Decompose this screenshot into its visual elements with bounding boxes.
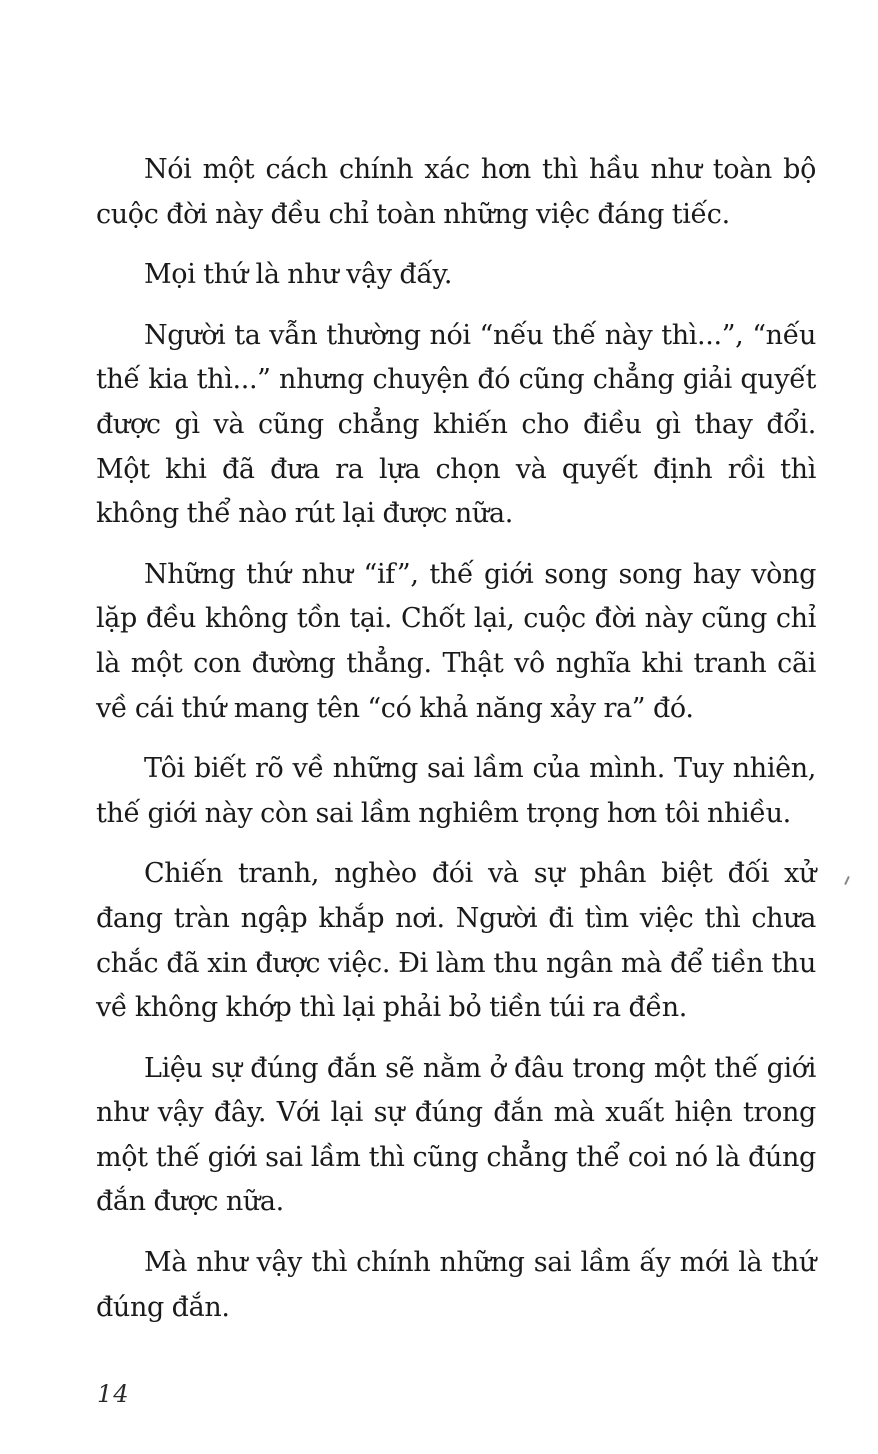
- paragraph-8: Mà như vậy thì chính những sai lầm ấy mới là thứ đúng đắn.: [96, 1247, 816, 1323]
- paragraph-4: Những thứ như “if”, thế giới song song hay vòng lặp đều không tồn tại. Chốt lại, cuộc đời này cũng chỉ là một con đường thẳng. Thật vô nghĩa khi tranh cãi về cái thứ mang tên “có khả năng xảy ra” đó.: [96, 558, 816, 724]
- page-number: 14: [97, 1380, 130, 1408]
- paragraph-5: Tôi biết rõ về những sai lầm của mình. Tuy nhiên, thế giới này còn sai lầm nghiêm trọng hơn tôi nhiều.: [96, 753, 816, 829]
- page-body: [96, 148, 816, 1346]
- paragraph-6: Chiến tranh, nghèo đói và sự phân biệt đối xử đang tràn ngập khắp nơi. Người đi tìm việc thì chưa chắc đã xin được việc. Đi làm thu ngân mà để tiền thu về không khớp thì lại phải bỏ tiền túi ra đền.: [96, 858, 816, 1024]
- paragraph-2: Mọi thứ là như vậy đấy.: [144, 259, 453, 291]
- paragraph-7: Liệu sự đúng đắn sẽ nằm ở đâu trong một thế giới như vậy đây. Với lại sự đúng đắn mà xuất hiện trong một thế giới sai lầm thì cũng chẳng thể coi nó là đúng đắn được nữa.: [96, 1052, 816, 1218]
- paragraph-1: Nói một cách chính xác hơn thì hầu như toàn bộ cuộc đời này đều chỉ toàn những việc đáng tiếc.: [96, 154, 816, 230]
- print-speck: [844, 876, 850, 885]
- paragraph-3: Người ta vẫn thường nói “nếu thế này thì...”, “nếu thế kia thì...” nhưng chuyện đó cũng chẳng giải quyết được gì và cũng chẳng khiến cho điều gì thay đổi. Một khi đã đưa ra lựa chọn và quyết định rồi thì không thể nào rút lại được nữa.: [96, 319, 816, 530]
